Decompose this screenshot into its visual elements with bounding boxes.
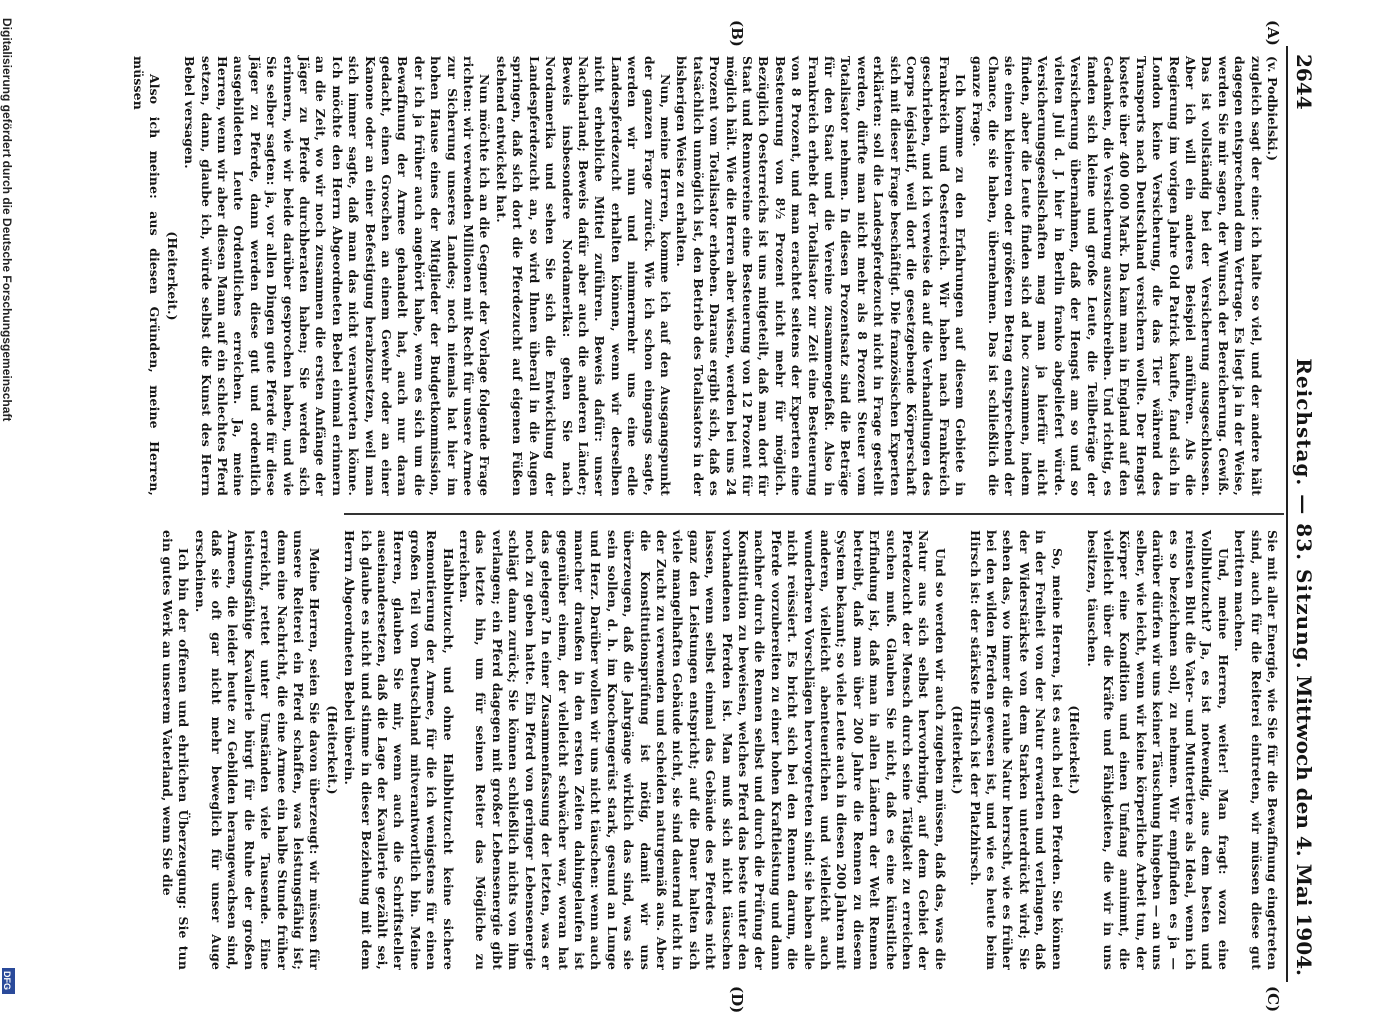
stage-direction: (Heiterkeit.) [950,705,966,795]
speaker-name: (v. Podbielski.) [1265,56,1280,162]
paragraph: Sie mit aller Energie, wie Sie für die Bewaffnung eingetreten sind, auch für die Reiterei eintreten, wir müssen diese gut beritten machen. [1232,530,1280,970]
dfg-logo: DFG [2,968,15,994]
paragraph: Nun, meine Herren, komme ich auf den Ausgangspunkt der ganzen Frage zurück. Wie ich schon eingangs sagte, werden wir nun und nimmermehr uns eine edle Landespferdezucht erhalten können, wenn wir derselben nicht erhebliche Mittel zuführen. Beweis dafür: unser Nachbarland; Beweis dafür aber auch die anderen Länder; Beweis insbesondere Nordamerika: gehen Sie nach Nordamerika und sehen Sie sich die Entwicklung der Landespferdezucht an, so wird Ihnen überall in die Augen springen, daß sich dort die Pferdezucht auf eigenen Füßen stehend entwickelt hat. [493,56,673,496]
stage-direction: (Heiterkeit.) [1067,705,1083,795]
margin-mark-d: (D) [728,986,746,1013]
stage-direction: (Heiterkeit.) [164,231,180,321]
paragraph: So, meine Herren, ist es auch bei den Pferden. Sie können in der Freiheit von der Natur erwarten und verlangen, daß der Widerstärkste von dem Starken unterdrückt wird; Sie sehen das, wo immer die rauhe Natur herrscht, wie es früher bei den wilden Pferden gewesen ist, und wie es heute beim Hirsch ist: der stärkste Hirsch ist der Platzhirsch. [967,530,1065,970]
paragraph: Meine Herren, seien Sie davon überzeugt: wir müssen für unsere Reiterei ein Pferd schaffen, was leistungsfähig ist; denn eine Nachricht, die eine Armee ein halbe Stunde früher erreicht, rettet unter Umständen viele Tausende. Eine leistungsfähige Kavallerie bürgt für die Ruhe der großen Armeen, die leider heute zu Gebilden herangewachsen sind, daß sie oft gar nicht mehr beweglich für unser Auge erscheinen. [192,530,323,970]
column-divider [344,513,1284,515]
margin-mark-b: (B) [728,20,746,47]
digitization-credit-strip [0,0,18,1000]
left-column [130,56,1280,496]
page-header [1286,46,1318,982]
paragraph: Und, meine Herren, weiter! Man fragt: wozu eine Vollblutzucht? Ja, es ist notwendig, aus dem besten und reinsten Blut die Vater- und Muttertiere als Ideal, wenn ich es so bezeichnen soll, zu nehmen. Wir empfinden es ja — darüber dürfen wir uns keiner Täuschung hingeben — an uns selber, wie leicht, wenn wir keine körperliche Arbeit tun, der Körper eine Kondition und einen Umfang annimmt, die vielleicht über die Kräfte und Fähigkeiten, die wir in uns besitzen, täuschen. [1084,530,1231,970]
paragraph: Halbblutzucht, und ohne Halbblutzucht keine sichere Remontierung der Armee, für die ich wenigstens für einen großen Teil von Deutschland mitverantwortlich bin. Meine Herren, glauben Sie mir, wenn auch die Schriftsteller auseinandersetzen, daß die Lage der Kavallerie gezählt sei, ich glaube es nicht und stimme in dieser Beziehung mit dem Herrn Abgeordneten Bebel überein. [342,530,456,970]
paragraph: zugleich sagt der eine: ich halte so viel, und der andere hält dagegen entsprechend dem Vertrage. Es liegt ja in der Weise, werden Sie mir sagen, der Wunsch der Bereicherung. Gewiß. Das ist vollständig bei der Versicherung ausgeschlossen. Aber ich will ein anderes Beispiel anführen. Als die Regierung im vorigen Jahre Old Patrick kaufte, fand sich in London keine Versicherung, die das Tier während des Transports nach Deutschland versichern wollte. Der Hengst kostete über 400 000 Mark. Da kam man in England auf den Gedanken, die Versicherung auszuschreiben. Und richtig, es fanden sich kleine und große Leute, die Teilbeträge der Versicherung übernahmen, daß der Hengst am so und so vielten Juli d. J. hier in Berlin franko abgeliefert würde. Versicherungsgesellschaften mag man ja hierfür nicht finden, aber die Leute finden sich ad hoc zusammen, indem sie einen kleineren oder größeren Betrag entsprechend der Chance, die sie haben, übernehmen. Das ist schließlich die ganze Frage. [969,56,1264,496]
rotated-page [78,20,1318,1013]
margin-mark-c: (C) [1264,986,1282,1013]
paragraph: Nun möchte ich an die Gegner der Vorlage folgende Frage richten: wir verwenden Millionen mit Recht für unsere Armee zur Sicherung unseres Landes; noch niemals hat hier im hohen Hause eines der Mitglieder der Budgetkommission, der ich ja früher auch angehört habe, wenn es sich um die Bewaffnung der Armee gehandelt hat, auch nur daran gedacht, einen Groschen an einem Gewehr oder an einer Kanone oder an einer Befestigung herabzusetzen, weil man sich immer sagte, daß man das nicht verantworten könne. Ich möchte den Herrn Abgeordneten Bebel einmal erinnern an die Zeit, wo wir noch zusammen die ersten Anfänge der Jäger zu Pferde durchberaten haben; Sie werden sich erinnern, wie wir beide darüber gesprochen haben, und wie Sie selber sagten: ja, vor allen Dingen gute Pferde für diese Jäger zu Pferde, dann werden diese gut und ordentlich ausgebildeten Leute Ordentliches erreichen. Ja, meine Herren, wenn wir aber diesen Mann auf ein schlechtes Pferd setzen, dann, glaube ich, würde selbst die Kunst des Herrn Bebel versagen. [182,56,493,496]
margin-mark-a: (A) [1264,20,1282,46]
right-column [158,530,1280,970]
stage-direction: (Heiterkeit.) [324,705,340,795]
paragraph: Und so werden wir auch zugeben müssen, daß das, was die Natur aus sich selbst hervorbringt, auf dem Gebiet der Pferdezucht der Mensch durch seine Tätigkeit zu erreichen suchen muß. Glauben Sie nicht, daß es eine künstliche Erfindung ist, daß man in allen Ländern der Welt Rennen betreibt, daß man über 200 Jahre die Rennen zu diesem System bekannt; so viele Leute auch in diesen 200 Jahren mit anderen, vielleicht abenteuerlichen und vielleicht auch wunderbaren Vorschlägen hervorgetreten sind: sie haben alle nicht reüssiert. Es bricht sich bei den Rennen darum, die Pferde vorzubereiten zu einer hohen Kraftleistung und dann nachher durch die Rennen selbst und durch die Prüfung der Konstitution zu beweisen, welches Pferd das beste unter den vorhandenen Pferden ist. Man muß sich nicht täuschen lassen, wenn selbst einmal das Gebäude des Pferdes nicht ganz den Leistungen entspricht; auf die Dauer halten sich viele mangelhaften Gebäude nicht, sie sind dauernd nicht in der Zucht zu verwenden und scheiden naturgemäß aus. Aber die Konstitutionsprüfung ist nötig, damit wir uns überzeugen, daß die Jahrgänge wirklich das sind, was sie sein sollen, d. h. im Knochengerüst stark, gesund an Lunge und Herz. Darüber wollen wir uns nicht täuschen: wenn auch mancher draußen in den ersten Zeiten dahingelaufen ist gegenüber einem, der vielleicht schwächer war, woran hat das gelegen? In einer Zusammenfassung der letzten, was er noch zu geben hatte. Ein Pferd von geringer Lebensenergie schlägt dann zurück; Sie können schließlich nichts von ihm verlangen; ein Pferd dagegen mit großer Lebensenergie gibt das letzte hin, um für seinen Reiter das Mögliche zu erreichen. [457,530,948,970]
paragraph: Ich bin der offenen und ehrlichen Überzeugung: Sie tun ein gutes Werk an unserem Vaterland, wenn Sie die [159,530,192,970]
paragraph: Ich komme zu den Erfahrungen auf diesem Gebiete in Frankreich und Oesterreich. Wir haben nach Frankreich geschrieben, und ich verweise da auf die Verhandlungen des Corps législatif, weil dort die gesetzgebende Körperschaft sich mit dieser Frage beschäftigt. Die französischen Experten erklärten: soll die Landespferdezucht nicht in Frage gestellt werden, dürfte man nicht mehr als 8 Prozent Steuer vom Totalisator nehmen. In diesen Prozentsatz sind die Beträge für den Staat und die Vereine zusammengefaßt. Also in Frankreich erhebt der Totalisator zur Zeit eine Besteuerung von 8 Prozent, und man erachtet seitens der Experten eine Besteuerung von 8½ Prozent nicht mehr für möglich. Bezüglich Oesterreichs ist uns mitgeteilt, daß man dort für Staat und Rennvereine eine Besteuerung von 12 Prozent für möglich hält. Wie die Herren aber wissen, werden bei uns 24 Prozent vom Totalisator erhoben. Daraus ergibt sich, daß es tatsächlich unmöglich ist, den Betrieb des Totalisators in der bisherigen Weise zu erhalten. [674,56,969,496]
session-date: Mittwoch den 4. Mai 1904. [1292,675,1316,976]
page-title: Reichstag. — 83. Sitzung. [1292,358,1316,670]
digitization-credit: Digitalisierung gefördert durch die Deutsche Forschungsgemeinschaft [0,18,14,422]
paragraph: Also ich meine: aus diesen Gründen, meine Herren, müssen [130,56,163,496]
page-number: 2644 [1292,54,1316,110]
